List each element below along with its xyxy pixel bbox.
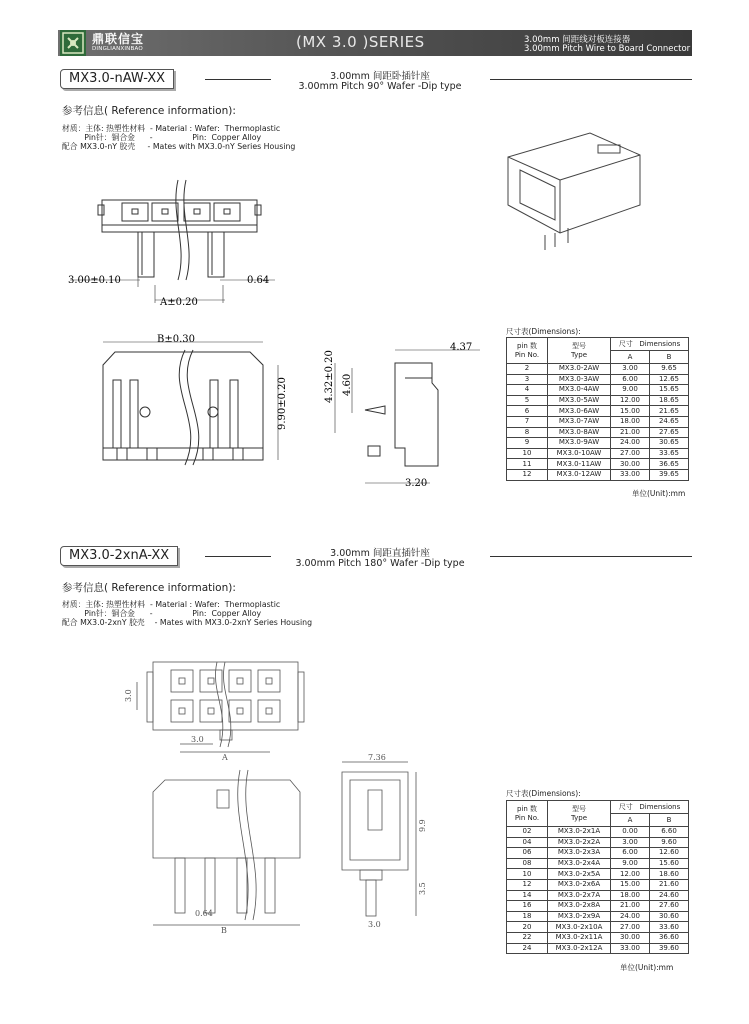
table-cell-pin: 02 — [507, 827, 548, 838]
section2-material-line3: 配合 MX3.0-2xnY 胶壳 - Mates with MX3.0-2xnY Series Housing — [62, 618, 313, 627]
section2-dim-pin-width: 0.64 — [195, 909, 213, 918]
section1-dim-foot: 3.20 — [405, 478, 428, 489]
section2-rule-right — [490, 556, 692, 557]
section1-rule-right — [490, 79, 692, 80]
section2-dim-height: 9.9 — [418, 819, 427, 832]
s1-th-a: A — [611, 351, 650, 364]
header-subtitle-cn: 3.00mm 间距线对板连接器 — [524, 35, 631, 45]
table-row — [507, 438, 689, 449]
section1-dim-pin-offset: 4.60 — [342, 373, 353, 396]
table-row — [507, 890, 689, 901]
section2-dim-foot: 3.0 — [368, 920, 381, 929]
table-row — [507, 459, 689, 470]
s2-th-b: B — [649, 814, 688, 827]
table-cell-type: MX3.0-2x8A — [548, 901, 611, 912]
table-cell-a: 33.00 — [611, 469, 650, 480]
table-cell-type: MX3.0-2x9A — [548, 911, 611, 922]
section1-dim-b: B±0.30 — [157, 334, 195, 345]
table-cell-a: 21.00 — [611, 427, 650, 438]
section1-front-view-drawing — [95, 330, 295, 470]
table-row — [507, 858, 689, 869]
table-cell-pin: 18 — [507, 911, 548, 922]
table-cell-pin: 2 — [507, 364, 548, 375]
section2-table-title: 尺寸表(Dimensions): — [506, 789, 581, 798]
table-cell-type: MX3.0-2x4A — [548, 858, 611, 869]
table-cell-a: 15.00 — [611, 879, 650, 890]
section1-subtitle-en: 3.00mm Pitch 90° Wafer -Dip type — [298, 81, 462, 92]
table-cell-b: 30.60 — [649, 911, 688, 922]
s1-th-b: B — [649, 351, 688, 364]
section2-dim-pin-height: 3.5 — [418, 882, 427, 895]
s2-th-type-en: Type — [570, 813, 588, 822]
table-cell-b: 18.65 — [649, 395, 688, 406]
table-cell-b: 27.60 — [649, 901, 688, 912]
table-cell-pin: 12 — [507, 469, 548, 480]
table-cell-pin: 3 — [507, 374, 548, 385]
table-cell-pin: 14 — [507, 890, 548, 901]
table-row — [507, 416, 689, 427]
section2-dim-a: A — [222, 753, 228, 762]
table-cell-b: 24.65 — [649, 416, 688, 427]
table-cell-type: MX3.0-3AW — [548, 374, 611, 385]
table-row — [507, 943, 689, 954]
section2-top-view-drawing — [125, 652, 315, 762]
s2-th-dim-cn: 尺寸 — [618, 802, 633, 811]
s1-th-pin-cn: pin 数 — [516, 341, 538, 350]
section1-dim-pin-width: 0.64 — [247, 275, 270, 286]
table-cell-pin: 10 — [507, 869, 548, 880]
section2-dim-b: B — [221, 926, 227, 935]
series-title: (MX 3.0 )SERIES — [296, 33, 425, 51]
section2-dim-depth: 7.36 — [368, 753, 386, 762]
table-cell-type: MX3.0-2x3A — [548, 848, 611, 859]
table-cell-b: 27.65 — [649, 427, 688, 438]
table-cell-a: 9.00 — [611, 858, 650, 869]
table-cell-a: 30.00 — [611, 459, 650, 470]
table-cell-pin: 5 — [507, 395, 548, 406]
table-row — [507, 911, 689, 922]
section2-reference-heading: 参考信息( Reference information): — [62, 582, 236, 594]
table-cell-type: MX3.0-2x11A — [548, 932, 611, 943]
table-cell-type: MX3.0-2x10A — [548, 922, 611, 933]
s1-th-dim-en: Dimensions — [639, 339, 681, 348]
table-row — [507, 427, 689, 438]
s1-th-dim-cn: 尺寸 — [618, 339, 633, 348]
table-cell-pin: 06 — [507, 848, 548, 859]
table-row — [507, 374, 689, 385]
table-cell-b: 18.60 — [649, 869, 688, 880]
table-cell-pin: 12 — [507, 879, 548, 890]
table-cell-type: MX3.0-2x12A — [548, 943, 611, 954]
table-row — [507, 837, 689, 848]
table-cell-b: 33.60 — [649, 922, 688, 933]
s2-th-dim-en: Dimensions — [639, 802, 681, 811]
table-cell-pin: 20 — [507, 922, 548, 933]
table-cell-pin: 11 — [507, 459, 548, 470]
logo-chinese-name: 鼎联信宝 — [92, 32, 145, 46]
section1-subtitle-cn: 3.00mm 间距卧插针座 — [330, 71, 430, 82]
table-cell-pin: 6 — [507, 406, 548, 417]
section1-top-view-drawing — [60, 175, 290, 310]
section2-dim-row-pitch: 3.0 — [124, 689, 133, 702]
table-row — [507, 395, 689, 406]
table-cell-type: MX3.0-8AW — [548, 427, 611, 438]
table-cell-b: 15.65 — [649, 385, 688, 396]
table-cell-b: 30.65 — [649, 438, 688, 449]
table-cell-type: MX3.0-10AW — [548, 448, 611, 459]
section1-side-view-drawing — [320, 338, 480, 493]
section1-dim-a: A±0.20 — [160, 297, 198, 308]
table-cell-a: 9.00 — [611, 385, 650, 396]
table-row — [507, 406, 689, 417]
section2-front-view-drawing — [145, 770, 315, 935]
table-row — [507, 869, 689, 880]
table-row — [507, 364, 689, 375]
s2-th-type-cn: 型号 — [572, 804, 586, 813]
table-cell-type: MX3.0-6AW — [548, 406, 611, 417]
table-cell-a: 27.00 — [611, 448, 650, 459]
table-cell-a: 24.00 — [611, 438, 650, 449]
table-cell-a: 18.00 — [611, 416, 650, 427]
section1-material-line1: 材质：主体: 热塑性材料 - Material : Wafer: Thermoplastic — [62, 124, 281, 133]
section2-title: MX3.0-2xnA-XX — [60, 546, 178, 566]
section2-subtitle-cn: 3.00mm 间距直插针座 — [330, 548, 430, 559]
table-cell-a: 12.00 — [611, 395, 650, 406]
table-cell-pin: 08 — [507, 858, 548, 869]
table-cell-pin: 4 — [507, 385, 548, 396]
table-cell-a: 12.00 — [611, 869, 650, 880]
section2-dimension-table — [506, 800, 689, 954]
table-cell-b: 36.60 — [649, 932, 688, 943]
table-cell-a: 3.00 — [611, 837, 650, 848]
section1-title: MX3.0-nAW-XX — [60, 69, 174, 89]
table-row — [507, 848, 689, 859]
section1-dimension-table — [506, 337, 689, 481]
section1-material-line2: Pin针：铜合金 - Pin: Copper Alloy — [62, 133, 262, 142]
section1-dim-height: 9.90±0.20 — [277, 377, 288, 430]
table-cell-a: 6.00 — [611, 848, 650, 859]
table-cell-pin: 9 — [507, 438, 548, 449]
table-row — [507, 901, 689, 912]
section1-material-line3: 配合 MX3.0-nY 胶壳 - Mates with MX3.0-nY Series Housing — [62, 142, 296, 151]
table-cell-type: MX3.0-2x6A — [548, 879, 611, 890]
table-row — [507, 922, 689, 933]
table-cell-a: 0.00 — [611, 827, 650, 838]
table-cell-b: 36.65 — [649, 459, 688, 470]
table-cell-b: 21.60 — [649, 879, 688, 890]
section1-dim-pitch: 3.00±0.10 — [68, 275, 121, 286]
s2-th-a: A — [611, 814, 650, 827]
s1-th-type-cn: 型号 — [572, 341, 586, 350]
table-cell-type: MX3.0-9AW — [548, 438, 611, 449]
table-row — [507, 469, 689, 480]
table-row — [507, 385, 689, 396]
table-cell-b: 39.65 — [649, 469, 688, 480]
table-cell-a: 33.00 — [611, 943, 650, 954]
table-cell-a: 3.00 — [611, 364, 650, 375]
table-cell-type: MX3.0-2x1A — [548, 827, 611, 838]
header-subtitle-en: 3.00mm Pitch Wire to Board Connector — [524, 44, 691, 54]
table-cell-b: 12.60 — [649, 848, 688, 859]
section2-subtitle-en: 3.00mm Pitch 180° Wafer -Dip type — [295, 558, 465, 569]
table-cell-pin: 04 — [507, 837, 548, 848]
table-cell-a: 21.00 — [611, 901, 650, 912]
section2-dim-pitch: 3.0 — [191, 735, 204, 744]
s1-th-pin-en: Pin No. — [514, 350, 540, 359]
table-cell-pin: 8 — [507, 427, 548, 438]
table-cell-pin: 22 — [507, 932, 548, 943]
table-cell-type: MX3.0-2x5A — [548, 869, 611, 880]
table-cell-type: MX3.0-11AW — [548, 459, 611, 470]
table-cell-pin: 24 — [507, 943, 548, 954]
section1-unit-note: 单位(Unit):mm — [632, 489, 686, 498]
table-cell-b: 15.60 — [649, 858, 688, 869]
table-cell-type: MX3.0-12AW — [548, 469, 611, 480]
section2-side-view-drawing — [320, 750, 440, 930]
table-cell-pin: 7 — [507, 416, 548, 427]
table-cell-b: 39.60 — [649, 943, 688, 954]
section1-dim-depth: 4.37 — [450, 342, 473, 353]
table-cell-type: MX3.0-4AW — [548, 385, 611, 396]
section1-table-title: 尺寸表(Dimensions): — [506, 327, 581, 336]
s2-th-pin-en: Pin No. — [514, 813, 540, 822]
table-cell-b: 9.65 — [649, 364, 688, 375]
section1-dim-pin-height: 4.32±0.20 — [324, 350, 335, 403]
table-cell-a: 24.00 — [611, 911, 650, 922]
s2-th-pin-cn: pin 数 — [516, 804, 538, 813]
s1-th-type-en: Type — [570, 350, 588, 359]
table-cell-a: 15.00 — [611, 406, 650, 417]
section1-3d-view-drawing — [500, 125, 650, 265]
table-cell-pin: 10 — [507, 448, 548, 459]
logo-english-name: DINGLIANXINBAO — [92, 46, 143, 52]
table-cell-a: 6.00 — [611, 374, 650, 385]
table-cell-a: 30.00 — [611, 932, 650, 943]
table-cell-b: 9.60 — [649, 837, 688, 848]
table-row — [507, 932, 689, 943]
table-cell-b: 33.65 — [649, 448, 688, 459]
table-cell-type: MX3.0-5AW — [548, 395, 611, 406]
table-cell-a: 18.00 — [611, 890, 650, 901]
table-row — [507, 448, 689, 459]
section2-unit-note: 单位(Unit):mm — [620, 963, 674, 972]
table-cell-type: MX3.0-2AW — [548, 364, 611, 375]
table-row — [507, 879, 689, 890]
table-cell-type: MX3.0-7AW — [548, 416, 611, 427]
section2-material-line2: Pin针：铜合金 - Pin: Copper Alloy — [62, 609, 262, 618]
table-cell-type: MX3.0-2x2A — [548, 837, 611, 848]
section2-material-line1: 材质：主体: 热塑性材料 - Material : Wafer: Thermoplastic — [62, 600, 281, 609]
table-cell-pin: 16 — [507, 901, 548, 912]
table-cell-b: 21.65 — [649, 406, 688, 417]
section1-reference-heading: 参考信息( Reference information): — [62, 105, 236, 117]
table-cell-a: 27.00 — [611, 922, 650, 933]
table-cell-b: 12.65 — [649, 374, 688, 385]
logo-icon — [60, 30, 86, 56]
table-cell-b: 24.60 — [649, 890, 688, 901]
table-cell-type: MX3.0-2x7A — [548, 890, 611, 901]
table-row — [507, 827, 689, 838]
table-cell-b: 6.60 — [649, 827, 688, 838]
